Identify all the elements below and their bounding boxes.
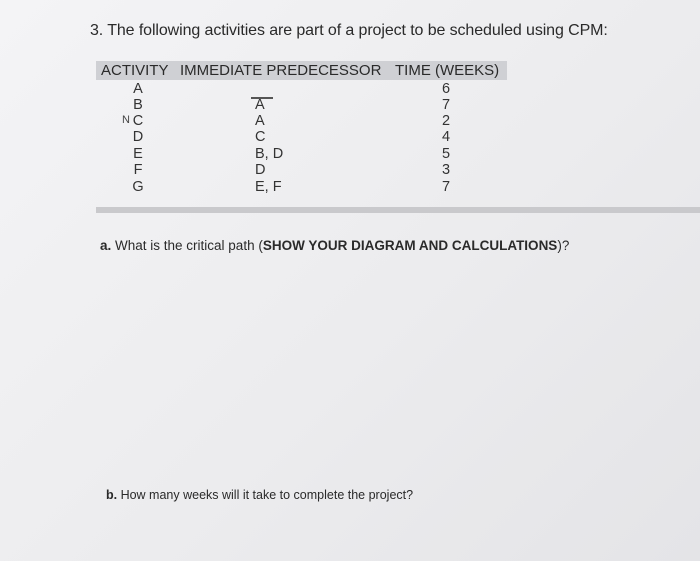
- part-a-label: a.: [100, 238, 112, 253]
- handwritten-mark: N: [122, 114, 130, 126]
- question-title: 3. The following activities are part of a project to be scheduled using CPM:: [90, 22, 608, 39]
- section-divider: [96, 207, 700, 213]
- table-cell-predecessor: A: [255, 97, 265, 113]
- table-cell-time: 5: [441, 146, 451, 162]
- table-cell-time: 6: [441, 81, 451, 97]
- table-cell-predecessor: A: [255, 113, 265, 129]
- table-cell-time: 2: [441, 113, 451, 129]
- table-cell-time: 7: [441, 97, 451, 113]
- table-cell-predecessor: B, D: [255, 146, 284, 162]
- question-part-a: [100, 238, 569, 253]
- table-cell-activity: D: [132, 129, 144, 145]
- part-b-label: b.: [106, 488, 118, 502]
- table-cell-activity: C: [132, 113, 144, 129]
- part-b-text: How many weeks will it take to complete the project?: [117, 488, 414, 502]
- part-a-text-end: )?: [557, 238, 570, 253]
- table-cell-time: 3: [441, 162, 451, 178]
- part-a-emphasis: SHOW YOUR DIAGRAM AND CALCULATIONS: [262, 238, 558, 253]
- table-cell-predecessor: E, F: [255, 179, 282, 195]
- table-cell-activity: G: [132, 179, 144, 195]
- table-cell-activity: A: [133, 81, 143, 97]
- table-cell-predecessor: D: [255, 162, 266, 178]
- column-header-time: TIME (WEEKS): [395, 62, 500, 79]
- table-cell-time: 7: [441, 179, 451, 195]
- table-cell-predecessor: C: [255, 129, 266, 145]
- table-cell-time: 4: [441, 129, 451, 145]
- column-header-predecessor: IMMEDIATE PREDECESSOR: [180, 62, 382, 79]
- column-header-activity: ACTIVITY: [101, 62, 169, 79]
- table-cell-activity: E: [133, 146, 143, 162]
- table-cell-activity: B: [133, 97, 143, 113]
- table-cell-activity: F: [133, 162, 143, 178]
- part-a-text: What is the critical path (: [111, 238, 263, 253]
- question-part-b: [106, 488, 413, 502]
